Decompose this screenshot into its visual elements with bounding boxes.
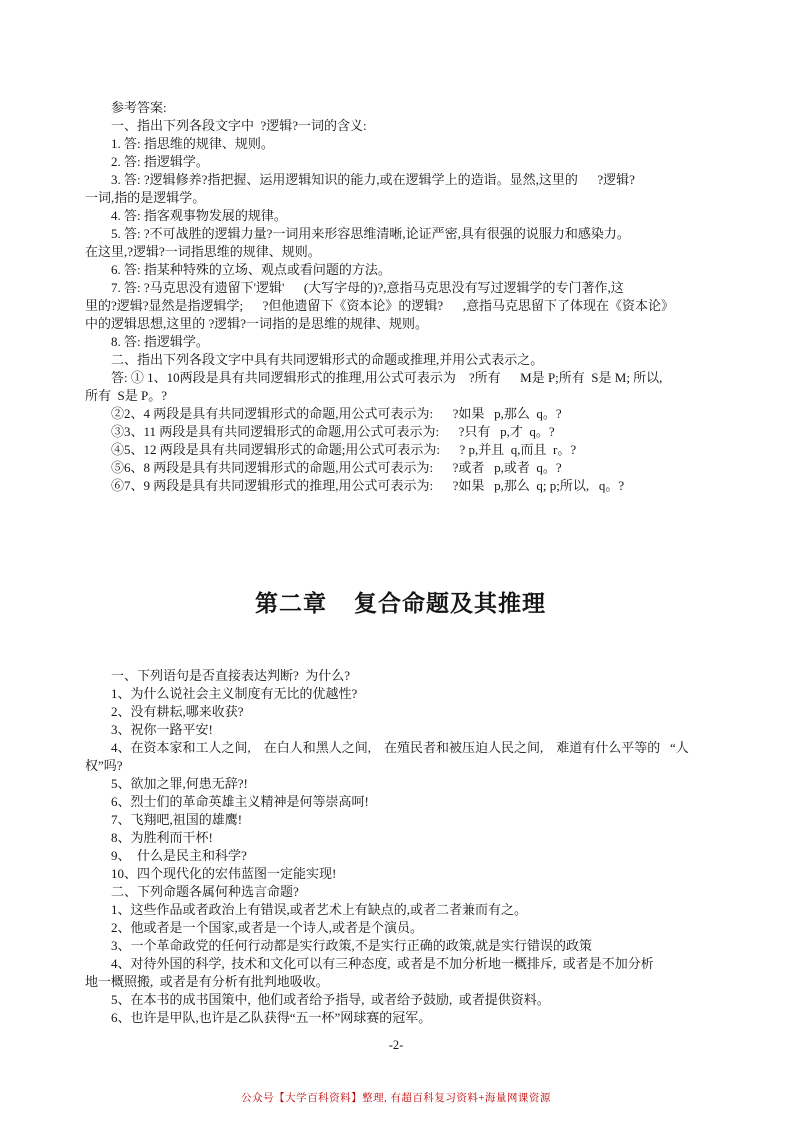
text-line: 一词,指的是逻辑学。 [85,190,206,205]
text-line: ②2、4 两段是具有共同逻辑形式的命题,用公式可表示为: ?如果 p,那么 q。? [111,406,562,421]
text-line: ⑥7、9 两段是具有共同逻辑形式的推理,用公式可表示为: ?如果 p,那么 q; p;所以, q。? [111,478,625,493]
page-number: -2- [388,1038,404,1052]
text-line: 8、为胜利而干杯! [111,830,213,845]
text-line: 在这里,?逻辑?一词指思维的规律、规则。 [85,244,321,259]
text-line: 所有 S是 P。? [85,388,167,403]
text-line: 5、欲加之罪,何患无辞?! [111,776,248,791]
text-line: 2. 答: 指逻辑学。 [111,154,209,169]
text-line: 二、下列命题各属何种选言命题? [111,884,299,899]
text-line: 地一概照搬, 或者是有分析有批判地吸收。 [85,974,329,989]
text-line: 3. 答: ?逻辑修养?指把握、运用逻辑知识的能力,或在逻辑学上的造诣。显然,这里的 ?逻辑? [111,172,635,187]
text-line: 9、 什么是民主和科学? [111,848,247,863]
text-line: 2、没有耕耘,哪来收获? [111,704,244,719]
text-line: 7. 答: ?马克思没有遗留下'逻辑' (大写字母的)?,意指马克思没有写过逻辑学的专门著作,这 [111,280,624,295]
text-line: 1. 答: 指思维的规律、规则。 [111,136,274,151]
chapter-heading: 第二章 复合命题及其推理 [255,591,546,616]
text-line: 7、飞翔吧,祖国的雄鹰! [111,812,243,827]
text-line: 权”吗? [85,758,123,773]
text-line: 中的逻辑思想,这里的 ?逻辑?一词指的是思维的规律、规则。 [85,316,429,331]
text-line: 4、对待外国的科学, 技术和文化可以有三种态度, 或者是不加分析地一概排斥, 或者是不加分析 [111,956,654,971]
text-line: 3、一个革命政党的任何行动都是实行政策,不是实行正确的政策,就是实行错误的政策 [111,938,593,953]
text-line: 6. 答: 指某种特殊的立场、观点或看问题的方法。 [111,262,391,277]
text-line: 4、在资本家和工人之间, 在白人和黑人之间, 在殖民者和被压迫人民之间, 难道有什么平等的 “人 [111,740,689,755]
text-line: 里的?逻辑?显然是指逻辑学; ?但他遗留下《资本论》的逻辑? ,意指马克思留下了体现在《资本论》 [85,298,674,313]
text-line: 6、烈士们的革命英雄主义精神是何等崇高呵! [111,794,369,809]
text-line: 3、祝你一路平安! [111,722,213,737]
text-line: 答: ① 1、10两段是具有共同逻辑形式的推理,用公式可表示为 ?所有 M是 P;所有 S是 M; 所以, [111,370,663,385]
page-content [85,99,716,1027]
text-line: 10、四个现代化的宏伟蓝图一定能实现! [111,866,337,881]
text-line: 2、他或者是一个国家,或者是一个诗人,或者是个演员。 [111,920,424,935]
text-line: 5、在本书的成书国策中, 他们或者给予指导, 或者给予鼓励, 或者提供资料。 [111,992,550,1007]
text-line: 4. 答: 指客观事物发展的规律。 [111,208,287,223]
footer-note: 公众号【大学百科资料】整理, 有超百科复习资料+海量网课资源 [241,1093,551,1104]
text-line: 6、也许是甲队,也许是乙队获得“五一杯”网球赛的冠军。 [111,1010,432,1025]
exercises-section [85,667,716,1027]
text-line: 1、这些作品或者政治上有错误,或者艺术上有缺点的,或者二者兼而有之。 [111,902,528,917]
answers-section [85,99,716,495]
text-line: ④5、12 两段是具有共同逻辑形式的命题;用公式可表示为: ? p,并且 q,而且 r。? [111,442,577,457]
text-line: ③3、11 两段是具有共同逻辑形式的命题,用公式可表示为: ?只有 p,才 q。? [111,424,555,439]
text-line: 5. 答: ?不可战胜的逻辑力量?一词用来形容思维清晰,论证严密,具有很强的说服力和感染力。 [111,226,630,241]
text-line: 8. 答: 指逻辑学。 [111,334,209,349]
text-line: 一、指出下列各段文字中 ?逻辑?一词的含义: [111,118,367,133]
text-line: 一、下列语句是否直接表达判断? 为什么? [111,668,351,683]
text-line: 参考答案: [111,100,167,115]
text-line: ⑤6、8 两段是具有共同逻辑形式的命题,用公式可表示为: ?或者 p,或者 q。? [111,460,562,475]
text-line: 二、指出下列各段文字中具有共同逻辑形式的命题或推理,并用公式表示之。 [111,352,544,367]
text-line: 1、为什么说社会主义制度有无比的优越性? [111,686,358,701]
